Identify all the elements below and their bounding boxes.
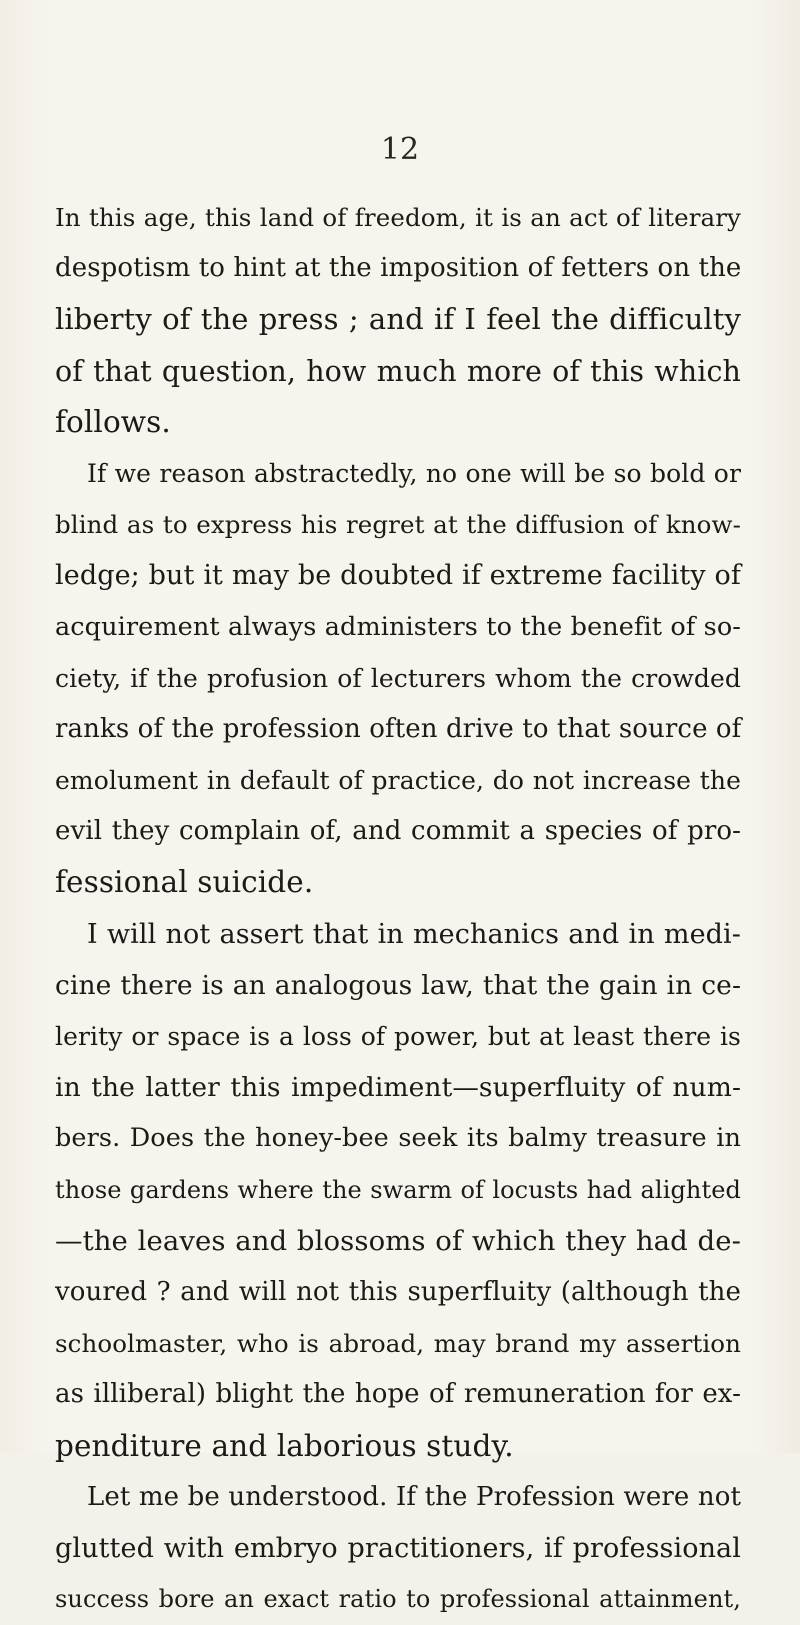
text-line: penditure and laborious study. — [55, 1428, 514, 1463]
text-line: I will not assert that in mechanics and in medi- — [87, 918, 741, 950]
text-line: despotism to hint at the imposition of fetters on the — [55, 253, 742, 284]
text-line: liberty of the press ; and if I feel the difficulty — [55, 302, 741, 337]
text-line: In this age, this land of freedom, it is an act of literary — [55, 203, 741, 232]
body-text — [55, 192, 741, 1625]
text-line: —the leaves and blossoms of which they had de- — [55, 1224, 741, 1257]
text-line: blind as to express his regret at the diffusion of know- — [55, 510, 741, 540]
text-line: those gardens where the swarm of locusts had alighted — [55, 1175, 741, 1204]
text-line: ledge; but it may be doubted if extreme facility of — [55, 560, 741, 592]
text-line: success bore an exact ratio to professional attainment, — [55, 1585, 741, 1614]
text-line: voured ? and will not this superfluity (although the — [55, 1276, 741, 1307]
text-line: glutted with embryo practitioners, if professional — [55, 1532, 741, 1564]
text-line: If we reason abstractedly, no one will be so bold or — [87, 458, 741, 488]
text-line: in the latter this impediment—superfluity of num- — [55, 1072, 741, 1104]
text-line: cine there is an analogous law, that the gain in ce- — [55, 969, 741, 1001]
text-line: of that question, how much more of this which — [55, 354, 741, 388]
text-line: ciety, if the profusion of lecturers whom the crowded — [55, 663, 741, 693]
text-line: follows. — [55, 404, 171, 439]
text-line: fessional suicide. — [55, 865, 314, 900]
text-line: ranks of the profession often drive to that source of — [55, 713, 742, 744]
text-line: acquirement always administers to the benefit of so- — [55, 611, 741, 642]
text-line: emolument in default of practice, do not increase the — [55, 766, 741, 796]
text-line: Let me be understood. If the Profession were not — [87, 1481, 741, 1512]
text-line: lerity or space is a loss of power, but at least there is — [55, 1022, 741, 1051]
text-line: bers. Does the honey-bee seek its balmy treasure in — [55, 1123, 741, 1154]
page-number: 12 — [380, 132, 420, 167]
text-line: evil they complain of, and commit a species of pro- — [55, 816, 741, 847]
text-line: as illiberal) blight the hope of remuneration for ex- — [55, 1379, 741, 1410]
text-line: schoolmaster, who is abroad, may brand my assertion — [55, 1329, 741, 1359]
